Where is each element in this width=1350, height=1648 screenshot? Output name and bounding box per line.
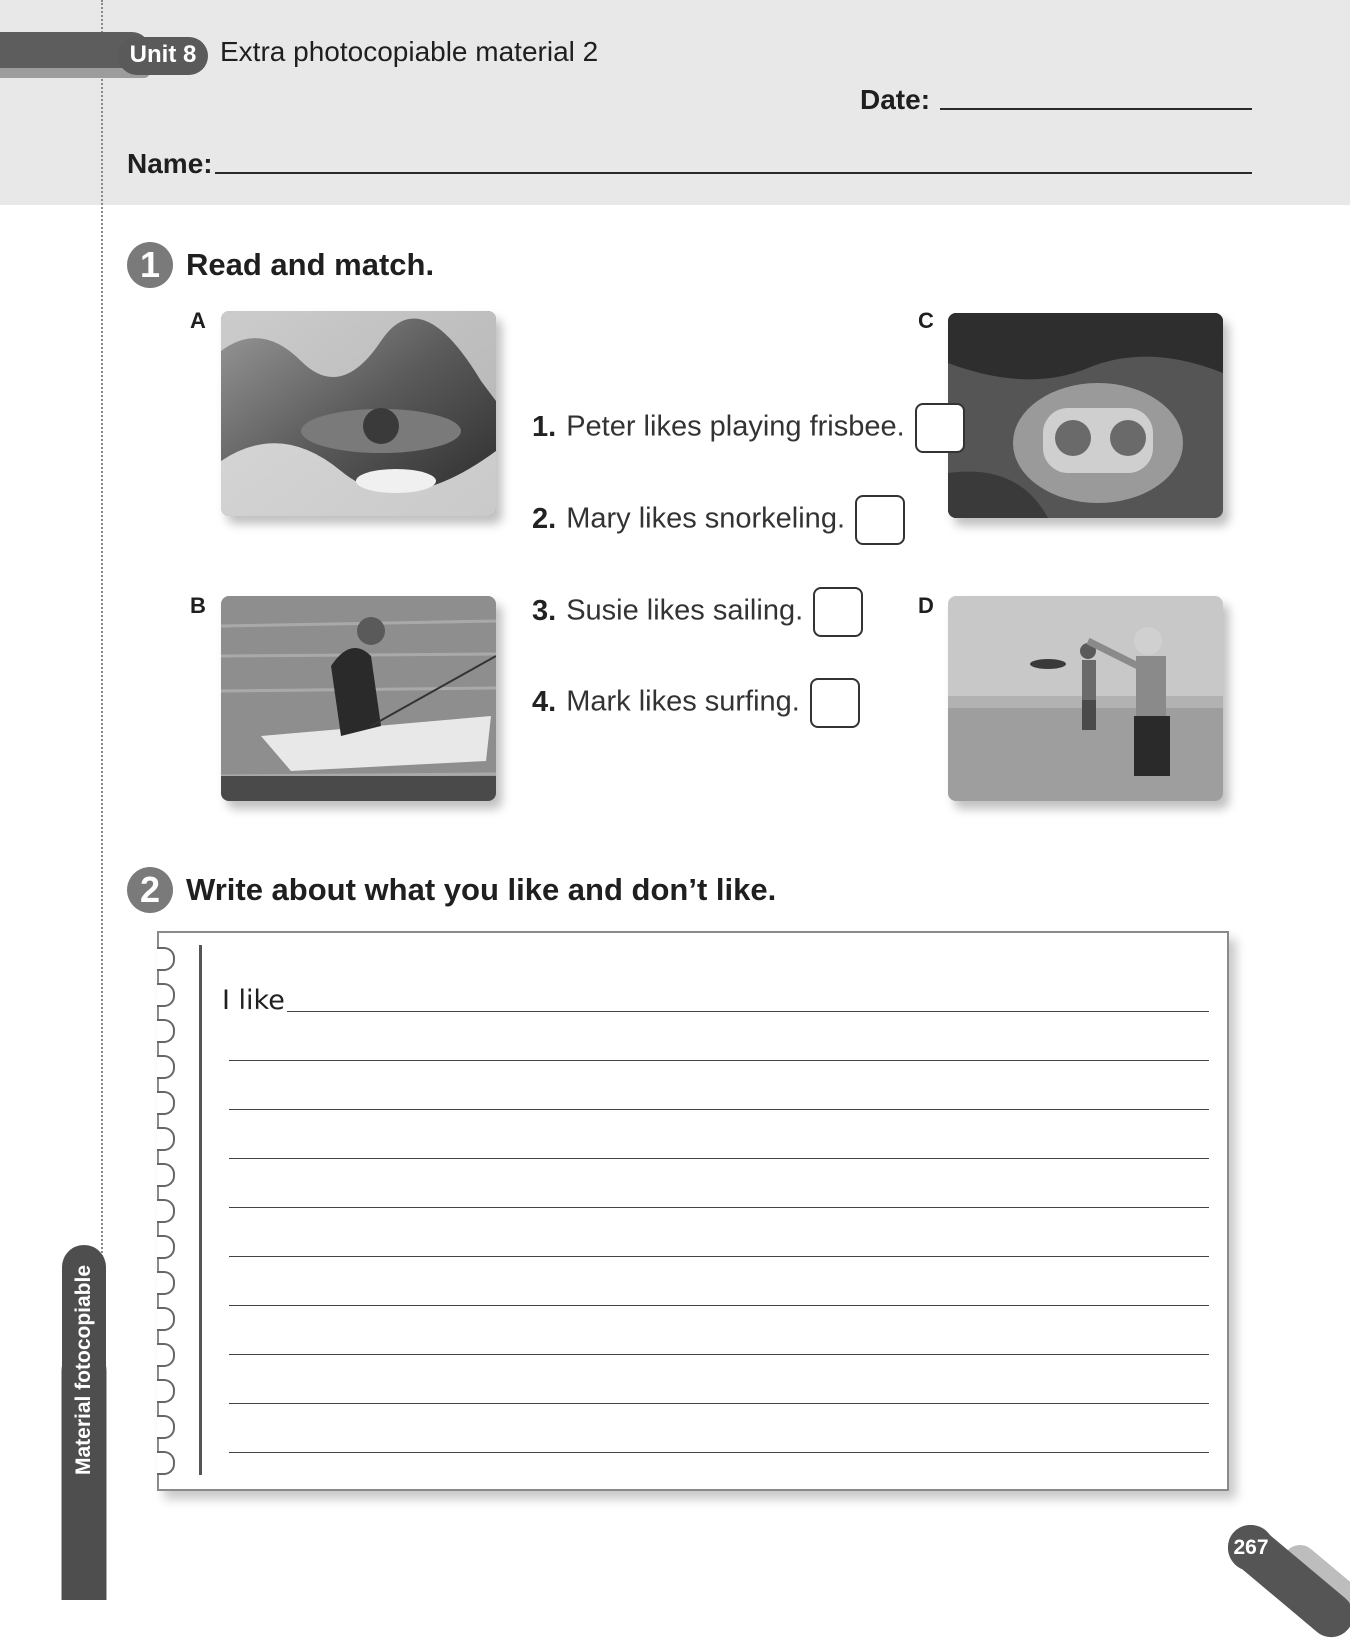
photo-b-letter: B: [190, 593, 206, 618]
writing-line[interactable]: [229, 1060, 1209, 1061]
notebook-spiral-ring: [157, 1127, 175, 1151]
worksheet-title: Extra photocopiable material 2: [220, 36, 599, 67]
match-item-3-number: 3.: [532, 594, 557, 627]
writing-line[interactable]: [229, 1256, 1209, 1257]
match-item-2-number: 2.: [532, 502, 557, 535]
match-item-4-number: 4.: [532, 685, 557, 718]
notebook-spiral-ring: [157, 1271, 175, 1295]
answer-box-3[interactable]: [813, 587, 863, 637]
name-label: Name:: [127, 148, 213, 179]
sailing-photo: [221, 596, 496, 801]
section-2-instruction: Write about what you like and don’t like.: [186, 872, 777, 907]
side-tab-label: Material fotocopiable: [72, 1264, 95, 1476]
photo-d-letter: D: [918, 593, 934, 618]
notebook-spiral-ring: [157, 1055, 175, 1079]
writing-line[interactable]: [229, 1403, 1209, 1404]
writing-line[interactable]: [229, 1354, 1209, 1355]
writing-notebook: [157, 931, 1229, 1491]
notebook-spiral-ring: [157, 1199, 175, 1223]
section-1-number: 1: [127, 242, 173, 288]
date-label: Date:: [860, 84, 931, 115]
match-item-2: [532, 495, 905, 545]
match-item-2-text: Mary likes snorkeling.: [566, 502, 846, 535]
swimmer-photo: [221, 311, 496, 516]
notebook-spiral-ring: [157, 947, 175, 971]
notebook-margin-line: [199, 945, 202, 1475]
writing-line[interactable]: [287, 1011, 1209, 1012]
notebook-spiral-ring: [157, 1379, 175, 1403]
answer-box-2[interactable]: [855, 495, 905, 545]
photo-c-letter: C: [918, 308, 934, 333]
match-item-1: [532, 403, 965, 453]
answer-box-1[interactable]: [915, 403, 965, 453]
notebook-spiral-ring: [157, 1163, 175, 1187]
match-item-3: [532, 587, 863, 637]
writing-line[interactable]: [229, 1158, 1209, 1159]
writing-starter: I like: [222, 985, 285, 1016]
match-item-4: [532, 678, 860, 728]
answer-box-4[interactable]: [810, 678, 860, 728]
match-item-1-number: 1.: [532, 410, 557, 443]
notebook-spiral-ring: [157, 1415, 175, 1439]
page-number: 267: [1228, 1525, 1274, 1571]
notebook-spiral-ring: [157, 1307, 175, 1331]
writing-line[interactable]: [229, 1305, 1209, 1306]
writing-line[interactable]: [229, 1109, 1209, 1110]
section-1-instruction: Read and match.: [186, 247, 435, 282]
notebook-spiral-ring: [157, 983, 175, 1007]
photo-a-letter: A: [190, 308, 206, 333]
writing-line[interactable]: [229, 1207, 1209, 1208]
notebook-spiral-ring: [157, 1235, 175, 1259]
section-2-number: 2: [127, 867, 173, 913]
date-field-line[interactable]: [940, 108, 1252, 110]
name-field-line[interactable]: [215, 172, 1252, 174]
unit-badge: Unit 8: [118, 37, 208, 75]
writing-line[interactable]: [229, 1452, 1209, 1453]
notebook-spiral-ring: [157, 1019, 175, 1043]
snorkeling-photo: [948, 313, 1223, 518]
frisbee-photo: [948, 596, 1223, 801]
match-item-4-text: Mark likes surfing.: [566, 685, 800, 718]
match-item-1-text: Peter likes playing frisbee.: [566, 410, 905, 443]
match-item-3-text: Susie likes sailing.: [566, 594, 804, 627]
notebook-spiral-ring: [157, 1451, 175, 1475]
notebook-spiral-ring: [157, 1091, 175, 1115]
notebook-spiral-ring: [157, 1343, 175, 1367]
